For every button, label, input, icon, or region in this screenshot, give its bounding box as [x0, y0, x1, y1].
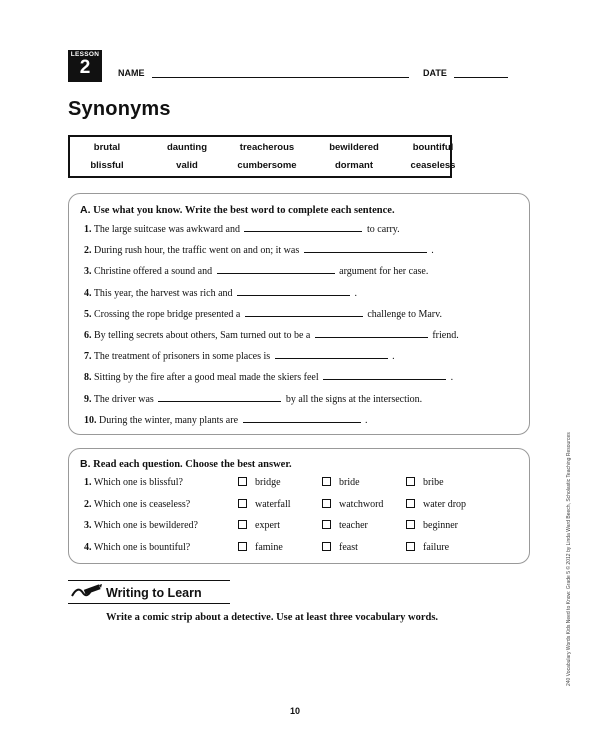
- question-text: Which one is bewildered?: [93, 520, 198, 531]
- item-number: 1.: [84, 224, 92, 235]
- option-label: failure: [423, 541, 450, 553]
- answer-option[interactable]: [322, 499, 383, 510]
- checkbox[interactable]: [322, 542, 331, 551]
- checkbox[interactable]: [238, 477, 247, 486]
- sentence-after: .: [431, 245, 434, 257]
- sentence-item: [84, 413, 368, 426]
- section-a-letter: A.: [80, 204, 91, 216]
- section-b-letter: B.: [80, 458, 91, 470]
- question-text: Which one is bountiful?: [93, 541, 191, 553]
- option-label: teacher: [339, 520, 368, 531]
- word-bank-word: brutal: [93, 142, 121, 153]
- checkbox[interactable]: [406, 477, 415, 486]
- word-bank-word: valid: [176, 160, 198, 171]
- item-number: 1.: [84, 477, 92, 488]
- answer-blank[interactable]: [217, 264, 335, 274]
- writing-bottom-rule: [68, 603, 230, 604]
- answer-option[interactable]: [322, 542, 358, 553]
- word-bank-word: ceaseless: [410, 160, 456, 171]
- item-number: 8.: [84, 372, 92, 384]
- question-text: Which one is blissful?: [93, 477, 183, 488]
- answer-blank[interactable]: [275, 349, 388, 359]
- answer-option[interactable]: [238, 520, 280, 531]
- word-bank-word: treacherous: [239, 142, 295, 153]
- copyright-text: 240 Vocabulary Words Kids Need to Know: Grade 5 © 2012 by Linda Ward Beech, Scholastic Teaching Resources: [566, 432, 572, 686]
- option-label: waterfall: [255, 498, 291, 510]
- section-a-instructions: Use what you know. Write the best word to complete each sentence.: [93, 205, 395, 216]
- option-label: beginner: [423, 520, 458, 531]
- option-label: feast: [339, 541, 358, 553]
- item-number: 9.: [84, 393, 92, 405]
- sentence-after: to carry.: [366, 224, 400, 235]
- checkbox[interactable]: [238, 542, 247, 551]
- answer-blank[interactable]: [237, 286, 350, 296]
- answer-option[interactable]: [406, 499, 466, 510]
- option-label: bribe: [423, 477, 444, 488]
- word-bank-word: daunting: [166, 142, 208, 153]
- sentence-before: The large suitcase was awkward and: [93, 224, 240, 235]
- item-number: 7.: [84, 351, 92, 363]
- sentence-before: During rush hour, the traffic went on and on; it was: [94, 245, 300, 257]
- answer-option[interactable]: [238, 499, 291, 510]
- lesson-label: LESSON: [70, 51, 100, 58]
- option-label: famine: [255, 541, 283, 553]
- date-label: DATE: [423, 68, 447, 78]
- sentence-before: By telling secrets about others, Sam turned out to be a: [94, 330, 311, 341]
- section-b-heading: [80, 458, 292, 470]
- answer-blank[interactable]: [243, 413, 361, 423]
- answer-blank[interactable]: [244, 222, 362, 232]
- option-label: expert: [255, 520, 280, 531]
- answer-option[interactable]: [406, 520, 458, 531]
- sentence-after: argument for her case.: [339, 266, 429, 278]
- checkbox[interactable]: [322, 499, 331, 508]
- question-text: Which one is ceaseless?: [93, 498, 191, 510]
- question-item: [84, 520, 198, 531]
- word-bank-word: blissful: [90, 160, 124, 171]
- answer-option[interactable]: [406, 477, 444, 488]
- checkbox[interactable]: [406, 542, 415, 551]
- checkbox[interactable]: [238, 520, 247, 529]
- answer-blank[interactable]: [323, 370, 446, 380]
- word-bank-word: bountiful: [412, 142, 454, 153]
- sentence-item: [84, 286, 357, 299]
- checkbox[interactable]: [322, 520, 331, 529]
- checkbox[interactable]: [406, 520, 415, 529]
- option-label: watchword: [339, 498, 384, 510]
- option-label: bride: [339, 477, 360, 488]
- question-item: [84, 499, 190, 510]
- answer-option[interactable]: [322, 477, 360, 488]
- sentence-after: by all the signs at the intersection.: [285, 393, 423, 405]
- item-number: 2.: [84, 498, 92, 510]
- sentence-before: During the winter, many plants are: [99, 414, 239, 426]
- page-title: Synonyms: [68, 98, 171, 120]
- section-a-heading: [80, 204, 395, 216]
- writing-prompt: Write a comic strip about a detective. Use at least three vocabulary words.: [106, 612, 439, 623]
- word-bank-word: bewildered: [329, 142, 379, 153]
- sentence-item: [84, 392, 422, 405]
- sentence-before: The driver was: [93, 393, 154, 405]
- name-label: NAME: [118, 68, 145, 78]
- checkbox[interactable]: [406, 499, 415, 508]
- lesson-badge: [68, 50, 102, 82]
- answer-blank[interactable]: [315, 328, 428, 338]
- answer-option[interactable]: [238, 477, 281, 488]
- option-label: bridge: [255, 477, 281, 488]
- item-number: 3.: [84, 520, 92, 531]
- answer-blank[interactable]: [158, 392, 281, 402]
- lesson-number: 2: [79, 57, 91, 78]
- sentence-before: Sitting by the fire after a good meal made the skiers feel: [94, 372, 319, 384]
- sentence-after: .: [450, 372, 454, 384]
- section-b-instructions: Read each question. Choose the best answer.: [93, 459, 292, 470]
- answer-blank[interactable]: [304, 243, 427, 253]
- option-label: water drop: [423, 498, 467, 510]
- answer-option[interactable]: [322, 520, 368, 531]
- item-number: 2.: [84, 245, 92, 257]
- answer-option[interactable]: [238, 542, 283, 553]
- name-field[interactable]: [152, 77, 409, 78]
- sentence-item: [84, 349, 395, 362]
- item-number: 6.: [84, 330, 92, 341]
- writing-title: Writing to Learn: [106, 586, 202, 600]
- word-bank-word: dormant: [335, 160, 373, 171]
- answer-option[interactable]: [406, 542, 449, 553]
- sentence-before: This year, the harvest was rich and: [93, 287, 233, 299]
- item-number: 10.: [84, 414, 97, 426]
- item-number: 5.: [84, 308, 92, 320]
- sentence-item: [84, 370, 453, 383]
- question-item: [84, 477, 183, 488]
- item-number: 4.: [84, 287, 92, 299]
- checkbox[interactable]: [238, 499, 247, 508]
- sentence-item: [84, 264, 428, 277]
- sentence-before: Crossing the rope bridge presented a: [94, 308, 241, 320]
- sentence-after: .: [354, 287, 358, 299]
- item-number: 4.: [84, 541, 92, 553]
- sentence-item: [84, 222, 400, 235]
- question-item: [84, 542, 190, 553]
- item-number: 3.: [84, 266, 92, 278]
- sentence-item: [84, 307, 442, 320]
- word-bank-word: cumbersome: [237, 160, 297, 171]
- page-number: 10: [290, 706, 301, 716]
- writing-top-rule: [68, 580, 230, 581]
- answer-blank[interactable]: [245, 307, 363, 317]
- word-bank: [68, 135, 456, 178]
- sentence-after: friend.: [432, 330, 459, 341]
- sentence-before: The treatment of prisoners in some places is: [93, 351, 271, 363]
- sentence-after: .: [392, 351, 395, 363]
- sentence-before: Christine offered a sound and: [94, 266, 213, 278]
- checkbox[interactable]: [322, 477, 331, 486]
- date-field[interactable]: [454, 77, 508, 78]
- sentence-item: [84, 328, 459, 341]
- sentence-item: [84, 243, 434, 256]
- sentence-after: challenge to Marv.: [367, 308, 442, 320]
- sentence-after: .: [365, 414, 368, 426]
